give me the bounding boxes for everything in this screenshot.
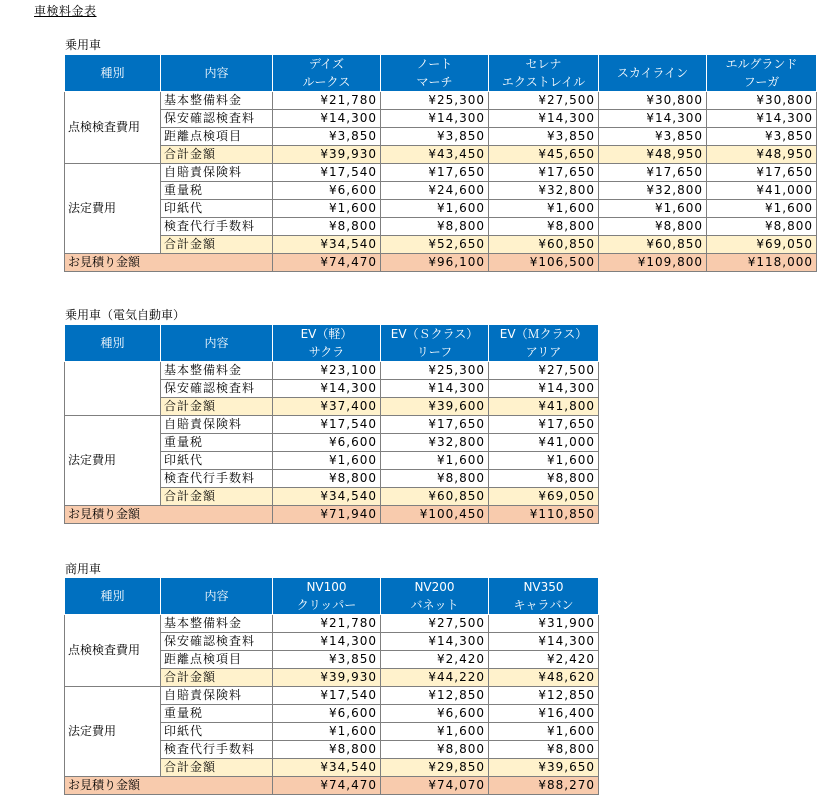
price-cell: ¥29,850 [381, 759, 489, 777]
price-cell: ¥14,300 [273, 380, 381, 398]
category-cell [65, 362, 161, 416]
header-category: 種別 [65, 325, 161, 362]
item-label: 検査代行手数料 [161, 470, 273, 488]
grand-total-cell: ¥74,470 [273, 254, 381, 272]
item-label: 自賠責保険料 [161, 416, 273, 434]
price-cell: ¥23,100 [273, 362, 381, 380]
header-vehicle [489, 55, 599, 92]
price-cell: ¥34,540 [273, 759, 381, 777]
price-cell: ¥21,780 [273, 615, 381, 633]
item-label: 保安確認検査料 [161, 633, 273, 651]
price-cell: ¥3,850 [599, 128, 707, 146]
item-label: 合計金額 [161, 146, 273, 164]
vehicle-name-line1: NV200 [414, 580, 455, 594]
price-cell: ¥8,800 [489, 470, 599, 488]
vehicle-name-line2: ルークス [302, 75, 351, 89]
price-cell: ¥1,600 [707, 200, 817, 218]
grand-total-cell: ¥88,270 [489, 777, 599, 795]
price-cell: ¥2,420 [381, 651, 489, 669]
price-cell: ¥17,650 [707, 164, 817, 182]
item-label: 合計金額 [161, 669, 273, 687]
price-cell: ¥12,850 [489, 687, 599, 705]
item-label: 基本整備料金 [161, 92, 273, 110]
price-cell: ¥52,650 [381, 236, 489, 254]
header-vehicle [381, 55, 489, 92]
price-cell: ¥14,300 [381, 380, 489, 398]
header-vehicle [381, 578, 489, 615]
price-cell: ¥45,650 [489, 146, 599, 164]
table-row [65, 182, 817, 200]
category-cell: 法定費用 [65, 164, 161, 254]
price-cell: ¥8,800 [707, 218, 817, 236]
price-cell: ¥48,620 [489, 669, 599, 687]
section-title-passenger: 乗用車 [65, 38, 102, 52]
header-row [65, 325, 599, 362]
price-cell: ¥6,600 [273, 705, 381, 723]
fee-table-passenger [64, 54, 817, 272]
fee-table-commercial [64, 577, 599, 795]
price-cell: ¥8,800 [381, 741, 489, 759]
price-cell: ¥17,650 [381, 164, 489, 182]
item-label: 合計金額 [161, 488, 273, 506]
vehicle-name-line1: エルグランド [725, 57, 798, 71]
price-cell: ¥1,600 [273, 452, 381, 470]
grand-total-cell: ¥110,850 [489, 506, 599, 524]
table-row [65, 128, 817, 146]
grand-total-cell: ¥96,100 [381, 254, 489, 272]
price-cell: ¥39,600 [381, 398, 489, 416]
price-cell: ¥8,800 [599, 218, 707, 236]
price-cell: ¥60,850 [599, 236, 707, 254]
price-cell: ¥14,300 [273, 633, 381, 651]
price-cell: ¥32,800 [381, 434, 489, 452]
grand-total-cell: ¥109,800 [599, 254, 707, 272]
grand-total-row [65, 506, 599, 524]
price-cell: ¥27,500 [489, 362, 599, 380]
grand-total-cell: ¥100,450 [381, 506, 489, 524]
section-title-commercial: 商用車 [65, 562, 102, 576]
price-cell: ¥17,650 [599, 164, 707, 182]
price-cell: ¥17,540 [273, 164, 381, 182]
header-vehicle [273, 578, 381, 615]
header-row [65, 578, 599, 615]
vehicle-name-line2: リーフ [416, 345, 453, 359]
vehicle-name-line1: NV100 [306, 580, 347, 594]
price-cell: ¥3,850 [273, 651, 381, 669]
price-cell: ¥39,650 [489, 759, 599, 777]
price-cell: ¥1,600 [489, 452, 599, 470]
price-cell: ¥8,800 [489, 218, 599, 236]
price-cell: ¥37,400 [273, 398, 381, 416]
price-cell: ¥8,800 [273, 218, 381, 236]
grand-total-cell: ¥118,000 [707, 254, 817, 272]
price-cell: ¥30,800 [599, 92, 707, 110]
vehicle-name-line2: マーチ [416, 75, 453, 89]
price-cell: ¥17,540 [273, 416, 381, 434]
price-cell: ¥48,950 [707, 146, 817, 164]
grand-total-label: お見積り金額 [65, 506, 273, 524]
table-row [65, 92, 817, 110]
vehicle-name-line1: EV（Ｓクラス） [390, 327, 479, 341]
price-cell: ¥1,600 [381, 723, 489, 741]
table-row [65, 164, 817, 182]
grand-total-label: お見積り金額 [65, 254, 273, 272]
vehicle-name-line1: NV350 [523, 580, 564, 594]
item-label: 自賠責保険料 [161, 687, 273, 705]
item-label: 合計金額 [161, 398, 273, 416]
header-vehicle [273, 325, 381, 362]
price-cell: ¥24,600 [381, 182, 489, 200]
price-cell: ¥48,950 [599, 146, 707, 164]
subtotal-row [65, 236, 817, 254]
price-cell: ¥16,400 [489, 705, 599, 723]
header-vehicle [489, 578, 599, 615]
price-cell: ¥31,900 [489, 615, 599, 633]
vehicle-name-line2: エクストレイル [501, 75, 586, 89]
vehicle-name-line1: スカイライン [616, 66, 689, 80]
grand-total-row [65, 777, 599, 795]
section-title-ev: 乗用車（電気自動車） [65, 308, 186, 322]
price-cell: ¥25,300 [381, 92, 489, 110]
price-cell: ¥8,800 [273, 741, 381, 759]
vehicle-name-line2: アリア [525, 345, 562, 359]
item-label: 保安確認検査料 [161, 380, 273, 398]
price-cell: ¥25,300 [381, 362, 489, 380]
item-label: 基本整備料金 [161, 362, 273, 380]
price-cell: ¥14,300 [489, 633, 599, 651]
vehicle-name-line2: バネット [410, 598, 459, 612]
price-cell: ¥3,850 [381, 128, 489, 146]
price-cell: ¥69,050 [707, 236, 817, 254]
item-label: 検査代行手数料 [161, 741, 273, 759]
header-category: 種別 [65, 578, 161, 615]
price-cell: ¥32,800 [599, 182, 707, 200]
price-cell: ¥17,650 [381, 416, 489, 434]
price-cell: ¥14,300 [707, 110, 817, 128]
price-cell: ¥8,800 [381, 470, 489, 488]
item-label: 重量税 [161, 182, 273, 200]
price-cell: ¥69,050 [489, 488, 599, 506]
price-cell: ¥1,600 [381, 200, 489, 218]
vehicle-name-line2: サクラ [308, 345, 345, 359]
item-label: 距離点検項目 [161, 651, 273, 669]
category-cell: 点検検査費用 [65, 615, 161, 687]
price-cell: ¥1,600 [381, 452, 489, 470]
price-cell: ¥14,300 [381, 633, 489, 651]
vehicle-name-line2: クリッパー [296, 598, 357, 612]
category-cell: 法定費用 [65, 687, 161, 777]
price-cell: ¥21,780 [273, 92, 381, 110]
grand-total-cell: ¥74,070 [381, 777, 489, 795]
grand-total-cell: ¥74,470 [273, 777, 381, 795]
vehicle-name-line1: EV（Ｍクラス） [499, 327, 588, 341]
header-row [65, 55, 817, 92]
price-cell: ¥39,930 [273, 146, 381, 164]
grand-total-cell: ¥71,940 [273, 506, 381, 524]
header-vehicle [707, 55, 817, 92]
item-label: 検査代行手数料 [161, 218, 273, 236]
item-label: 印紙代 [161, 200, 273, 218]
price-cell: ¥14,300 [273, 110, 381, 128]
price-cell: ¥1,600 [489, 200, 599, 218]
grand-total-label: お見積り金額 [65, 777, 273, 795]
price-cell: ¥34,540 [273, 488, 381, 506]
price-cell: ¥14,300 [489, 380, 599, 398]
price-cell: ¥30,800 [707, 92, 817, 110]
item-label: 基本整備料金 [161, 615, 273, 633]
price-cell: ¥41,000 [707, 182, 817, 200]
category-cell: 点検検査費用 [65, 92, 161, 164]
price-cell: ¥39,930 [273, 669, 381, 687]
price-cell: ¥41,800 [489, 398, 599, 416]
vehicle-name-line2: キャラバン [513, 598, 574, 612]
price-cell: ¥34,540 [273, 236, 381, 254]
grand-total-row [65, 254, 817, 272]
table-row [65, 110, 817, 128]
header-item: 内容 [161, 55, 273, 92]
price-cell: ¥1,600 [273, 723, 381, 741]
price-cell: ¥27,500 [381, 615, 489, 633]
header-vehicle [599, 55, 707, 92]
item-label: 印紙代 [161, 723, 273, 741]
header-item: 内容 [161, 578, 273, 615]
price-cell: ¥14,300 [381, 110, 489, 128]
price-cell: ¥60,850 [489, 236, 599, 254]
vehicle-name-line2: フーガ [743, 75, 780, 89]
table-row [65, 615, 599, 633]
header-vehicle [273, 55, 381, 92]
item-label: 保安確認検査料 [161, 110, 273, 128]
category-cell: 法定費用 [65, 416, 161, 506]
price-cell: ¥3,850 [707, 128, 817, 146]
vehicle-name-line1: ノート [416, 57, 453, 71]
price-cell: ¥1,600 [489, 723, 599, 741]
item-label: 重量税 [161, 434, 273, 452]
header-vehicle [489, 325, 599, 362]
subtotal-row [65, 146, 817, 164]
price-cell: ¥14,300 [599, 110, 707, 128]
vehicle-name-line1: EV（軽） [300, 327, 353, 341]
price-cell: ¥44,220 [381, 669, 489, 687]
header-item: 内容 [161, 325, 273, 362]
price-cell: ¥17,650 [489, 416, 599, 434]
page-title: 車検料金表 [34, 4, 97, 18]
vehicle-name-line1: セレナ [525, 57, 562, 71]
price-cell: ¥17,540 [273, 687, 381, 705]
price-cell: ¥3,850 [489, 128, 599, 146]
price-cell: ¥6,600 [273, 434, 381, 452]
price-cell: ¥8,800 [381, 218, 489, 236]
price-cell: ¥6,600 [381, 705, 489, 723]
item-label: 印紙代 [161, 452, 273, 470]
table-row [65, 218, 817, 236]
price-cell: ¥1,600 [599, 200, 707, 218]
price-cell: ¥32,800 [489, 182, 599, 200]
price-cell: ¥17,650 [489, 164, 599, 182]
price-cell: ¥8,800 [489, 741, 599, 759]
price-cell: ¥3,850 [273, 128, 381, 146]
item-label: 重量税 [161, 705, 273, 723]
price-cell: ¥14,300 [489, 110, 599, 128]
header-vehicle [381, 325, 489, 362]
table-row [65, 362, 599, 380]
table-row [65, 416, 599, 434]
fee-table-ev [64, 324, 599, 524]
grand-total-cell: ¥106,500 [489, 254, 599, 272]
price-cell: ¥43,450 [381, 146, 489, 164]
price-cell: ¥6,600 [273, 182, 381, 200]
vehicle-name-line1: デイズ [308, 57, 345, 71]
table-row [65, 200, 817, 218]
table-row [65, 687, 599, 705]
price-cell: ¥60,850 [381, 488, 489, 506]
price-cell: ¥1,600 [273, 200, 381, 218]
price-cell: ¥12,850 [381, 687, 489, 705]
price-cell: ¥2,420 [489, 651, 599, 669]
price-cell: ¥8,800 [273, 470, 381, 488]
item-label: 距離点検項目 [161, 128, 273, 146]
item-label: 合計金額 [161, 759, 273, 777]
item-label: 自賠責保険料 [161, 164, 273, 182]
item-label: 合計金額 [161, 236, 273, 254]
price-cell: ¥41,000 [489, 434, 599, 452]
header-category: 種別 [65, 55, 161, 92]
price-cell: ¥27,500 [489, 92, 599, 110]
